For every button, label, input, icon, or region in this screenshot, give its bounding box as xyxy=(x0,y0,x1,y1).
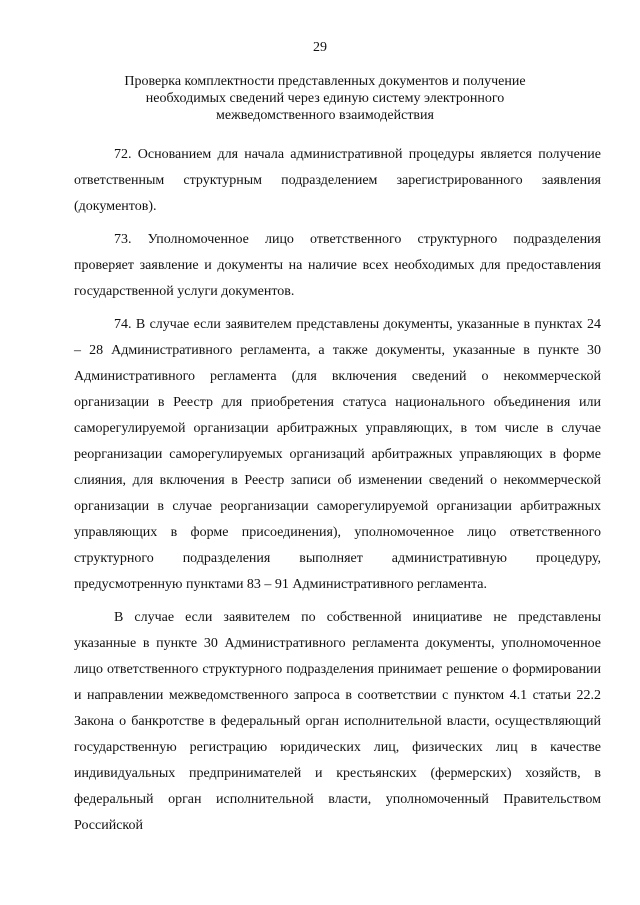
paragraph-73: 73. Уполномоченное лицо ответственного структурного подразделения проверяет заявление и документы на наличие всех необходимых для предоставления государственной услуги документов. xyxy=(74,232,601,299)
page-number: 29 xyxy=(313,40,327,55)
paragraph-74-continuation: В случае если заявителем по собственной инициативе не представлены указанные в пункте 30 Административного регламента документы, уполномоченное лицо ответственного структурного подразделения принимает решение о формировании и направлении межведомственного запроса в соответствии с пунктом 4.1 статьи 22.2 Закона о банкротстве в федеральный орган исполнительной власти, осуществляющий государственную регистрацию юридических лиц, физических лиц в качестве индивидуальных предпринимателей и крестьянских (фермерских) хозяйств, в федеральный орган исполнительной власти, уполномоченный Правительством Российской xyxy=(74,610,601,833)
section-heading: Проверка комплектности представленных документов и получение необходимых сведений через единую систему электронного межведомственного взаимодействия xyxy=(124,74,526,123)
paragraph-72: 72. Основанием для начала административной процедуры является получение ответственным структурным подразделением зарегистрированного заявления (документов). xyxy=(74,147,601,214)
document-body xyxy=(74,142,601,846)
paragraph-74: 74. В случае если заявителем представлены документы, указанные в пунктах 24 – 28 Административного регламента, а также документы, указанные в пункте 30 Административного регламента (для включения сведений о некоммерческой организации в Реестр для приобретения статуса национального объединения или саморегулируемой организации арбитражных управляющих, в том числе в случае реорганизации саморегулируемых организаций арбитражных управляющих в форме слияния, для включения в Реестр записи об изменении сведений о некоммерческой организации в случае реорганизации саморегулируемой организации арбитражных управляющих в форме присоединения), уполномоченное лицо ответственного структурного подразделения выполняет административную процедуру, предусмотренную пунктами 83 – 91 Административного регламента. xyxy=(74,317,601,592)
